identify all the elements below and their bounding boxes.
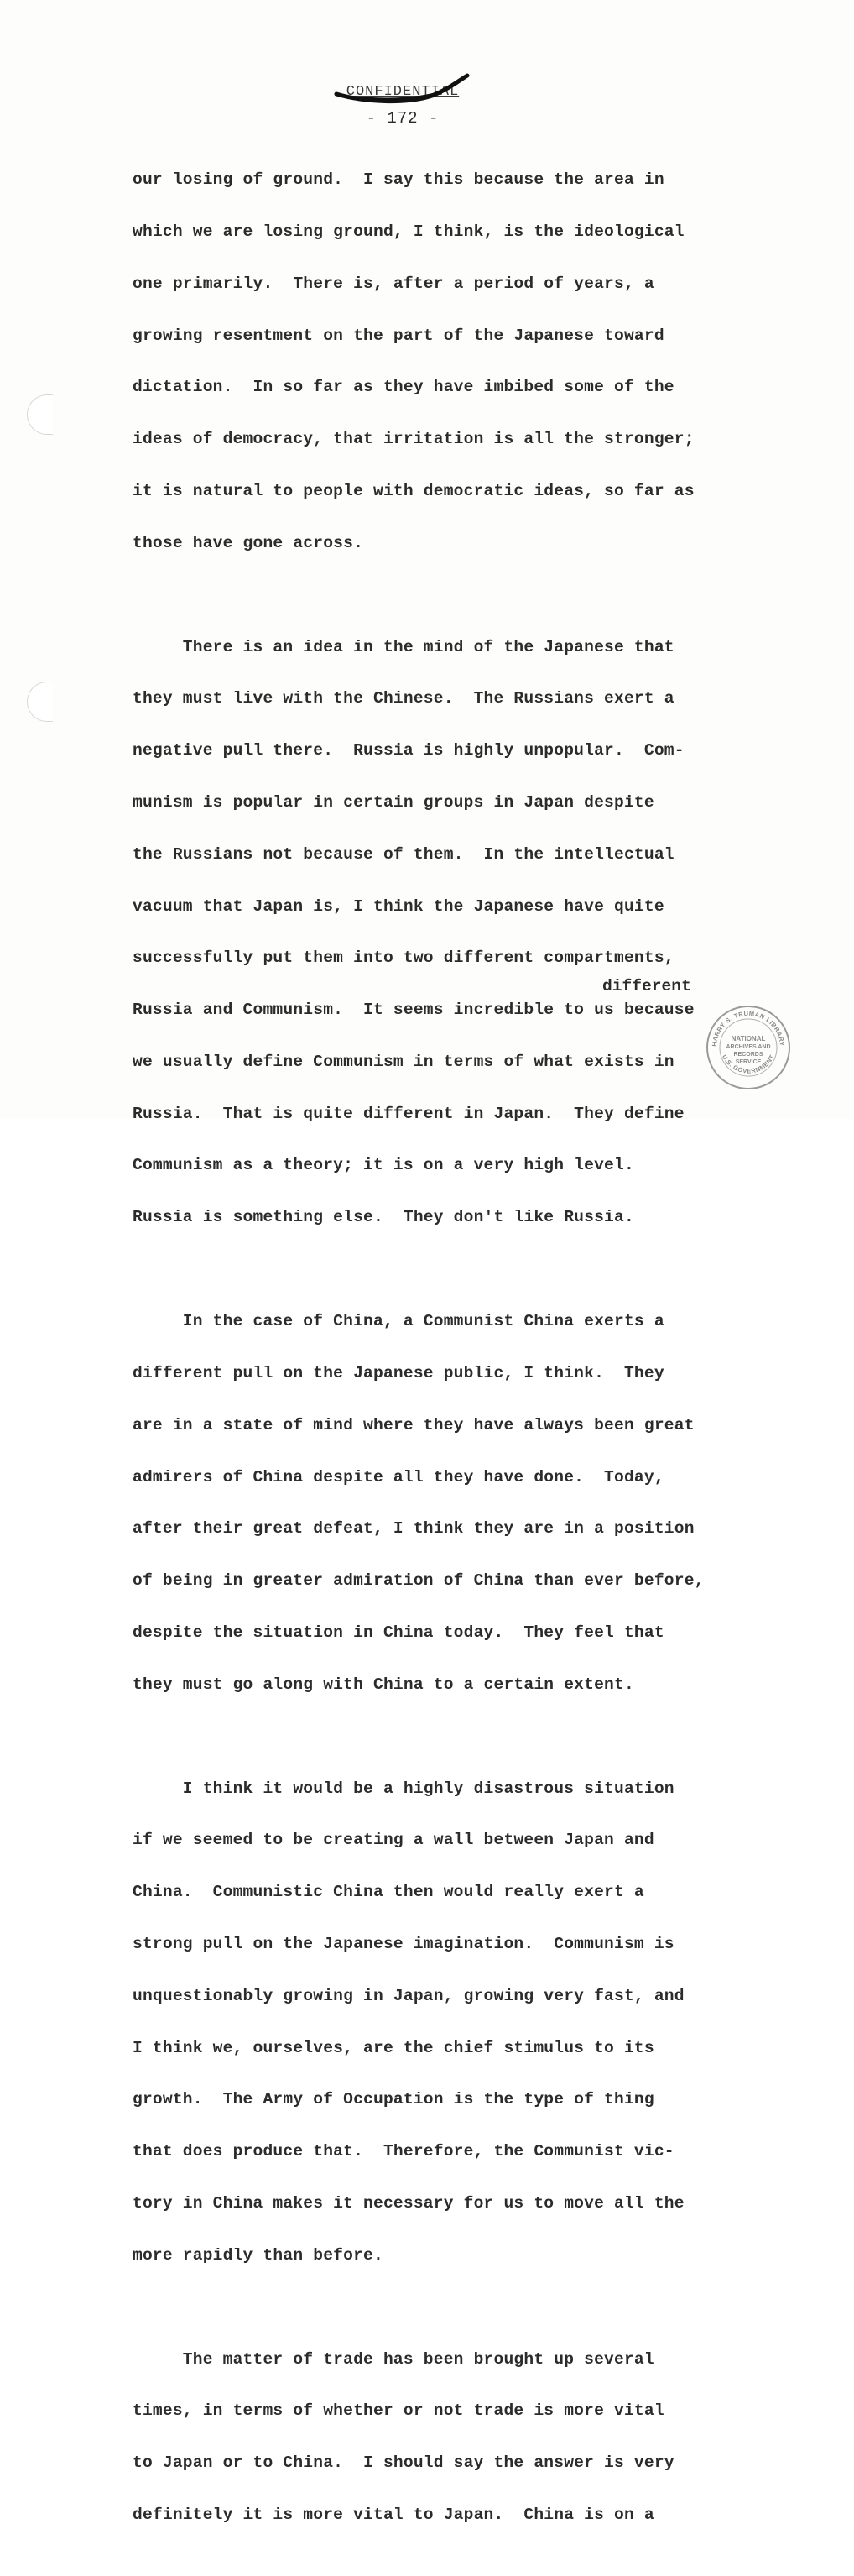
text-line: The matter of trade has been brought up several	[133, 2349, 654, 2369]
text-line: I think it would be a highly disastrous situation	[133, 1779, 674, 1798]
text-line: successfully put them into two different compartments,	[133, 948, 674, 968]
text-line: are in a state of mind where they have always been great	[133, 1415, 695, 1434]
svg-text:RECORDS: RECORDS	[733, 1052, 763, 1058]
text-line: ideas of democracy, that irritation is all the stronger;	[133, 430, 695, 449]
page-number: - 172 -	[366, 109, 440, 128]
punch-hole-lower	[27, 682, 53, 722]
paragraph-2	[133, 604, 745, 1261]
svg-text:U.S. GOVERNMENT: U.S. GOVERNMENT	[721, 1053, 776, 1075]
body-text	[133, 137, 745, 2576]
text-line: one primarily. There is, after a period of years, a	[133, 274, 654, 293]
punch-hole-upper	[27, 394, 53, 435]
text-line: China. Communistic China then would really exert a	[133, 1883, 644, 1902]
text-line: growth. The Army of Occupation is the type of thing	[133, 2090, 654, 2109]
text-line: more rapidly than before.	[133, 2245, 383, 2265]
text-line: times, in terms of whether or not trade is more vital	[133, 2401, 664, 2421]
text-line: negative pull there. Russia is highly unpopular. Com-	[133, 741, 685, 760]
paragraph-5	[133, 2316, 745, 2558]
text-line: There is an idea in the mind of the Japanese that	[133, 637, 674, 656]
text-line: of being in greater admiration of China than ever before,	[133, 1571, 705, 1591]
svg-text:NATIONAL: NATIONAL	[731, 1035, 766, 1042]
text-line: growing resentment on the part of the Japanese toward	[133, 326, 664, 345]
text-line: despite the situation in China today. They feel that	[133, 1622, 664, 1642]
text-line: the Russians not because of them. In the intellectual	[133, 844, 674, 864]
text-line: Russia is something else. They don't like Russia.	[133, 1208, 634, 1227]
text-line: if we seemed to be creating a wall between Japan and	[133, 1831, 654, 1850]
classification-strikeout-mark	[331, 72, 474, 109]
classification-marking: CONFIDENTIAL	[346, 84, 460, 100]
text-line: those have gone across.	[133, 533, 364, 552]
paragraph-3	[133, 1278, 745, 1727]
text-line: Russia and Communism. It seems incredible to us because	[133, 1001, 695, 1020]
text-line: we usually define Communism in terms of what exists in	[133, 1052, 674, 1071]
archive-seal-stamp	[705, 1004, 792, 1091]
text-line: unquestionably growing in Japan, growing very fast, and	[133, 1986, 685, 2005]
text-line: after their great defeat, I think they are in a position	[133, 1519, 695, 1539]
text-line: they must go along with China to a certain extent.	[133, 1675, 634, 1694]
text-line: definitely it is more vital to Japan. China is on a	[133, 2505, 654, 2524]
text-line: our losing of ground. I say this because the area in	[133, 170, 664, 190]
text-line: which we are losing ground, I think, is the ideological	[133, 222, 685, 241]
text-line: they must live with the Chinese. The Russians exert a	[133, 689, 674, 708]
text-line: In the case of China, a Communist China exerts a	[133, 1312, 664, 1331]
text-line: tory in China makes it necessary for us to move all the	[133, 2193, 685, 2213]
text-line: Russia. That is quite different in Japan. They define	[133, 1104, 685, 1123]
text-line: Communism as a theory; it is on a very high level.	[133, 1156, 634, 1175]
text-line: vacuum that Japan is, I think the Japanese have quite	[133, 896, 664, 916]
text-line: it is natural to people with democratic ideas, so far as	[133, 481, 695, 500]
svg-text:SERVICE: SERVICE	[735, 1059, 762, 1065]
text-line: that does produce that. Therefore, the Communist vic-	[133, 2142, 674, 2161]
paragraph-1	[133, 137, 745, 586]
continuation-word: different	[602, 977, 691, 995]
svg-text:ARCHIVES AND: ARCHIVES AND	[726, 1044, 771, 1050]
text-line: dictation. In so far as they have imbibed some of the	[133, 378, 674, 397]
text-line: strong pull on the Japanese imagination. Communism is	[133, 1934, 674, 1953]
text-line: different pull on the Japanese public, I think. They	[133, 1363, 664, 1382]
text-line: to Japan or to China. I should say the answer is very	[133, 2453, 674, 2473]
text-line: I think we, ourselves, are the chief stimulus to its	[133, 2038, 654, 2057]
text-line: munism is popular in certain groups in Japan despite	[133, 792, 654, 812]
svg-text:HARRY S. TRUMAN LIBRARY: HARRY S. TRUMAN LIBRARY	[710, 1009, 787, 1048]
paragraph-4	[133, 1745, 745, 2298]
text-line: admirers of China despite all they have done. Today,	[133, 1467, 664, 1487]
